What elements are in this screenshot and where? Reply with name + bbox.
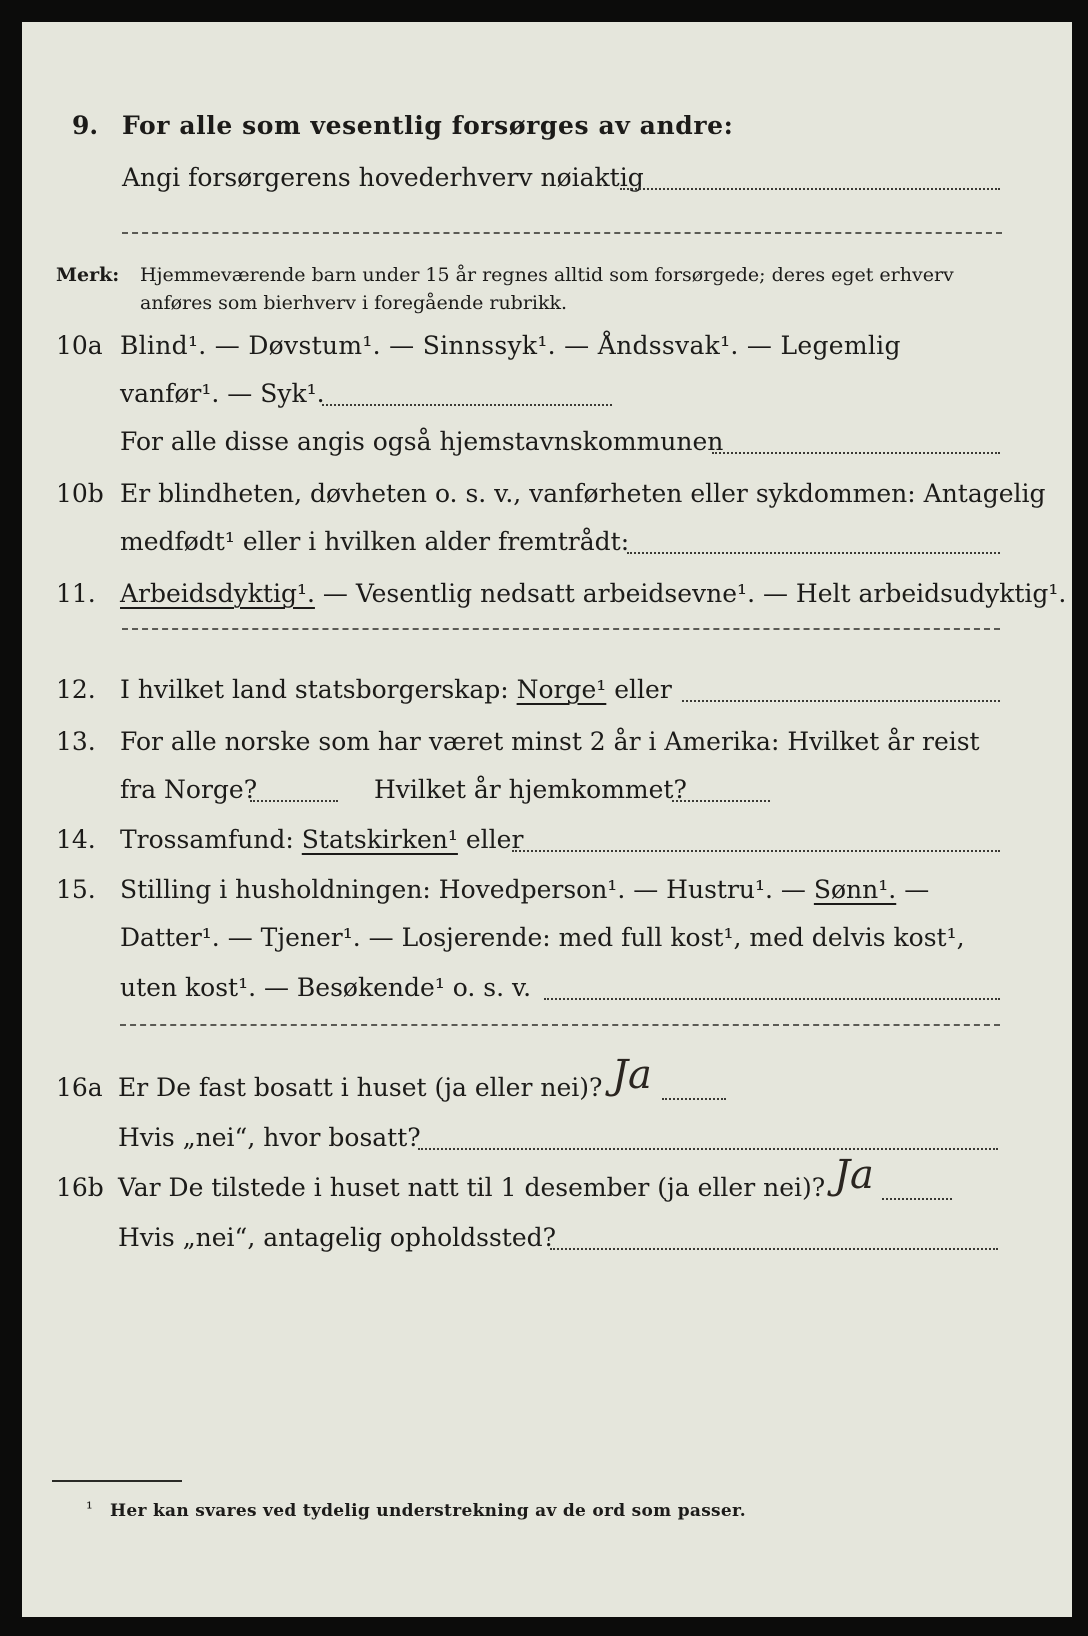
q16b-answer-line[interactable] bbox=[882, 1198, 952, 1200]
q16a-line-1: Er De fast bosatt i huset (ja eller nei)? bbox=[118, 1073, 603, 1102]
q13-line-2a: fra Norge? bbox=[120, 775, 258, 804]
q10b-answer-line[interactable] bbox=[627, 552, 1000, 554]
q9-prompt: Angi forsørgerens hovederhverv nøiaktig bbox=[122, 163, 644, 192]
q14-answer-line[interactable] bbox=[512, 850, 1000, 852]
q16a-answer-line[interactable] bbox=[662, 1098, 726, 1100]
q10a-home-municipality-line[interactable] bbox=[712, 452, 1000, 454]
q10b-line-1: Er blindheten, døvheten o. s. v., vanførheten eller sykdommen: Antagelig bbox=[120, 479, 1046, 508]
q9-answer-line[interactable] bbox=[620, 188, 1000, 190]
q10a-line-2: vanfør¹. — Syk¹. bbox=[120, 379, 325, 408]
q15-line-1 bbox=[120, 874, 929, 906]
q16b-line-1: Var De tilstede i huset natt til 1 desember (ja eller nei)? bbox=[118, 1173, 826, 1202]
q16b-number: 16b bbox=[56, 1173, 104, 1202]
q11-options bbox=[120, 578, 1066, 610]
q12-text bbox=[120, 674, 672, 706]
q14-option-statskirken[interactable]: Statskirken¹ bbox=[301, 825, 458, 854]
q15-option-sonn[interactable]: Sønn¹. bbox=[813, 875, 897, 904]
note-line-2: anføres som bierhverv i foregående rubrikk. bbox=[140, 292, 568, 314]
q12-answer-line[interactable] bbox=[682, 700, 1000, 702]
q10b-number: 10b bbox=[56, 479, 104, 508]
q15-line-2: Datter¹. — Tjener¹. — Losjerende: med full kost¹, med delvis kost¹, bbox=[120, 923, 965, 952]
q12-number: 12. bbox=[56, 675, 96, 704]
q11-other-options: — Vesentlig nedsatt arbeidsevne¹. — Helt arbeidsudyktig¹. bbox=[322, 579, 1067, 608]
q12-prompt: I hvilket land statsborgerskap: bbox=[120, 675, 509, 704]
q14-eller: eller bbox=[465, 825, 524, 854]
footnote-text: Her kan svares ved tydelig understrekning av de ord som passer. bbox=[110, 1501, 746, 1521]
q9-second-line[interactable] bbox=[122, 232, 1002, 234]
q15-line-3: uten kost¹. — Besøkende¹ o. s. v. bbox=[120, 973, 532, 1002]
q14-text bbox=[120, 824, 523, 856]
q10a-line-3: For alle disse angis også hjemstavnskommunen bbox=[120, 427, 724, 456]
q11-option-arbeidsdyktig[interactable]: Arbeidsdyktig¹. bbox=[120, 579, 315, 608]
footnote-rule bbox=[52, 1480, 182, 1482]
q11-number: 11. bbox=[56, 579, 96, 608]
q13-year-returned-line[interactable] bbox=[672, 800, 770, 802]
q16b-handwritten-answer: Ja bbox=[834, 1152, 874, 1198]
q15-line-1-dash: — bbox=[904, 875, 930, 904]
q11-answer-line[interactable] bbox=[122, 628, 1000, 630]
q10a-answer-line[interactable] bbox=[322, 404, 612, 406]
q16b-where-line[interactable] bbox=[550, 1248, 998, 1250]
q16a-where-line[interactable] bbox=[418, 1148, 998, 1150]
q15-line-1-text: Stilling i husholdningen: Hovedperson¹. — Hustru¹. — bbox=[120, 875, 806, 904]
q13-year-left-line[interactable] bbox=[250, 800, 338, 802]
q16a-number: 16a bbox=[56, 1073, 103, 1102]
q12-option-norge[interactable]: Norge¹ bbox=[516, 675, 607, 704]
q10b-line-2: medfødt¹ eller i hvilken alder fremtrådt: bbox=[120, 527, 630, 556]
q10a-number: 10a bbox=[56, 331, 103, 360]
q9-number: 9. bbox=[72, 111, 99, 140]
note-label: Merk: bbox=[56, 264, 120, 286]
census-form-page bbox=[22, 22, 1072, 1617]
q13-line-2b: Hvilket år hjemkommet? bbox=[374, 775, 687, 804]
q13-line-1: For alle norske som har været minst 2 år i Amerika: Hvilket år reist bbox=[120, 727, 980, 756]
q16b-line-2: Hvis „nei“, antagelig opholdssted? bbox=[118, 1223, 557, 1252]
q15-answer-line[interactable] bbox=[544, 998, 1000, 1000]
q15-number: 15. bbox=[56, 875, 96, 904]
q16a-handwritten-answer: Ja bbox=[612, 1052, 652, 1098]
q13-number: 13. bbox=[56, 727, 96, 756]
q14-prompt: Trossamfund: bbox=[120, 825, 294, 854]
q10a-line-1: Blind¹. — Døvstum¹. — Sinnssyk¹. — Åndssvak¹. — Legemlig bbox=[120, 331, 901, 360]
note-line-1: Hjemmeværende barn under 15 år regnes alltid som forsørgede; deres eget erhverv bbox=[140, 264, 954, 286]
footnote-mark: ¹ bbox=[86, 1499, 93, 1519]
q16a-line-2: Hvis „nei“, hvor bosatt? bbox=[118, 1123, 421, 1152]
q15-second-line[interactable] bbox=[120, 1024, 1000, 1026]
q14-number: 14. bbox=[56, 825, 96, 854]
q9-heading: For alle som vesentlig forsørges av andre: bbox=[122, 111, 734, 140]
q12-eller: eller bbox=[614, 675, 672, 704]
